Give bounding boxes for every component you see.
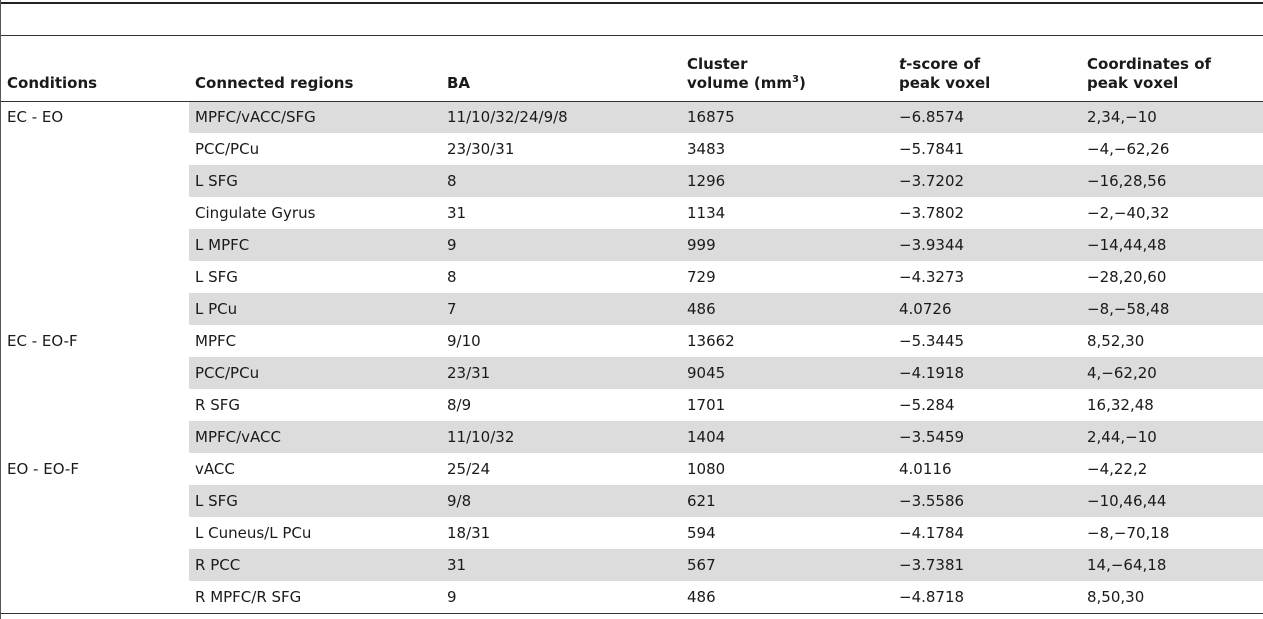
cell-coordinates: −14,44,48: [1081, 229, 1263, 261]
header-coordinates: Coordinates of peak voxel: [1081, 36, 1263, 101]
header-t-score: t-score of peak voxel: [893, 36, 1081, 101]
table-row: [1, 261, 1263, 293]
cell-coordinates: −4,−62,26: [1087, 140, 1170, 158]
cell-cluster-volume: 1404: [681, 421, 893, 453]
cell-ba: 31: [441, 549, 681, 581]
cell-coordinates: −8,−58,48: [1081, 293, 1263, 325]
cell-cluster-volume: 486: [687, 588, 716, 606]
cell-condition: [1, 581, 189, 613]
top-rule: [1, 2, 1263, 4]
cell-connected-region: L SFG: [195, 268, 238, 286]
header-row: [1, 36, 1263, 101]
results-table: [1, 36, 1263, 613]
cell-coordinates: 8,50,30: [1087, 588, 1145, 606]
cell-ba: 9: [447, 588, 457, 606]
table-row: [1, 101, 1263, 133]
cell-connected-region: PCC/PCu: [189, 357, 441, 389]
cell-t-score: −3.5459: [893, 421, 1081, 453]
cell-connected-region: L Cuneus/L PCu: [195, 524, 312, 542]
cell-condition: [1, 549, 189, 581]
cell-ba: 9/10: [447, 332, 481, 350]
cell-t-score: −4.3273: [899, 268, 965, 286]
cell-condition: [1, 229, 189, 261]
cell-connected-region: L SFG: [189, 485, 441, 517]
table-row: [1, 421, 1263, 453]
cell-ba: 23/30/31: [447, 140, 515, 158]
cell-t-score: −4.1784: [899, 524, 965, 542]
bottom-rule: [1, 613, 1263, 614]
cell-coordinates: 2,44,−10: [1081, 421, 1263, 453]
cell-coordinates: 4,−62,20: [1081, 357, 1263, 389]
cell-coordinates: 2,34,−10: [1081, 101, 1263, 133]
cell-connected-region: L SFG: [189, 165, 441, 197]
cell-cluster-volume: 1080: [687, 460, 726, 478]
cell-coordinates: −28,20,60: [1087, 268, 1167, 286]
cell-connected-region: vACC: [195, 460, 235, 478]
cell-coordinates: −10,46,44: [1081, 485, 1263, 517]
cell-cluster-volume: 1701: [687, 396, 726, 414]
cell-cluster-volume: 13662: [687, 332, 735, 350]
cell-cluster-volume: 3483: [687, 140, 726, 158]
cell-coordinates: 8,52,30: [1087, 332, 1145, 350]
cell-coordinates: 14,−64,18: [1081, 549, 1263, 581]
cell-connected-region: MPFC: [195, 332, 237, 350]
table-row: [1, 229, 1263, 261]
cell-condition: [1, 485, 189, 517]
cell-cluster-volume: 486: [681, 293, 893, 325]
header-connected-regions: Connected regions: [189, 36, 441, 101]
cell-condition: [1, 517, 189, 549]
cell-cluster-volume: 9045: [681, 357, 893, 389]
cell-ba: 23/31: [441, 357, 681, 389]
cell-condition: [1, 261, 189, 293]
cell-coordinates: −4,22,2: [1087, 460, 1148, 478]
table-row: [1, 389, 1263, 421]
cell-ba: 8: [441, 165, 681, 197]
cell-ba: 9: [441, 229, 681, 261]
cell-condition: [1, 421, 189, 453]
cell-ba: 8: [447, 268, 457, 286]
cell-t-score: −3.7381: [893, 549, 1081, 581]
header-cluster-volume: Cluster volume $(mm^3)$: [681, 36, 893, 101]
cell-t-score: 4.0726: [893, 293, 1081, 325]
cell-connected-region: L PCu: [189, 293, 441, 325]
cell-cluster-volume: 729: [687, 268, 716, 286]
table-row: [1, 197, 1263, 229]
cell-t-score: −3.5586: [893, 485, 1081, 517]
cell-connected-region: PCC/PCu: [195, 140, 260, 158]
cell-condition: EC - EO-F: [7, 332, 78, 350]
cell-connected-region: R MPFC/R SFG: [195, 588, 302, 606]
table-row: [1, 453, 1263, 485]
cell-condition: [1, 293, 189, 325]
cell-cluster-volume: 1134: [687, 204, 726, 222]
cell-condition: [1, 197, 189, 229]
cell-t-score: −5.3445: [899, 332, 965, 350]
header-ba: BA: [441, 36, 681, 101]
cell-coordinates: −16,28,56: [1081, 165, 1263, 197]
cell-cluster-volume: 594: [687, 524, 716, 542]
table-row: [1, 485, 1263, 517]
cell-ba: 18/31: [447, 524, 491, 542]
cell-ba: 9/8: [441, 485, 681, 517]
cell-cluster-volume: 1296: [681, 165, 893, 197]
cell-ba: 25/24: [447, 460, 491, 478]
cell-cluster-volume: 999: [681, 229, 893, 261]
cell-t-score: 4.0116: [899, 460, 952, 478]
cell-t-score: −6.8574: [893, 101, 1081, 133]
cell-t-score: −3.9344: [893, 229, 1081, 261]
cell-condition: [1, 133, 189, 165]
cell-coordinates: −2,−40,32: [1087, 204, 1170, 222]
cell-t-score: −3.7202: [893, 165, 1081, 197]
cell-condition: [1, 165, 189, 197]
cell-condition: [1, 389, 189, 421]
cell-cluster-volume: 567: [681, 549, 893, 581]
cell-coordinates: 16,32,48: [1087, 396, 1154, 414]
table-row: [1, 165, 1263, 197]
table-row: [1, 133, 1263, 165]
cell-t-score: −5.284: [899, 396, 955, 414]
cell-connected-region: MPFC/vACC/SFG: [189, 101, 441, 133]
cell-connected-region: MPFC/vACC: [189, 421, 441, 453]
cell-cluster-volume: 16875: [681, 101, 893, 133]
cell-condition: EO - EO-F: [7, 460, 79, 478]
table-row: [1, 325, 1263, 357]
table-row: [1, 549, 1263, 581]
cell-connected-region: Cingulate Gyrus: [195, 204, 316, 222]
cell-cluster-volume: 621: [681, 485, 893, 517]
cell-ba: 31: [447, 204, 467, 222]
cell-t-score: −4.1918: [893, 357, 1081, 389]
cell-ba: 11/10/32: [441, 421, 681, 453]
cell-connected-region: R PCC: [189, 549, 441, 581]
table-row: [1, 581, 1263, 613]
cell-ba: 11/10/32/24/9/8: [441, 101, 681, 133]
cell-t-score: −3.7802: [899, 204, 965, 222]
table-row: [1, 293, 1263, 325]
cell-condition: EC - EO: [7, 108, 64, 127]
cell-t-score: −4.8718: [899, 588, 965, 606]
cell-coordinates: −8,−70,18: [1087, 524, 1170, 542]
header-conditions: Conditions: [1, 36, 189, 101]
cell-condition: [1, 357, 189, 389]
cell-ba: 7: [441, 293, 681, 325]
cell-t-score: −5.7841: [899, 140, 965, 158]
cell-ba: 8/9: [447, 396, 472, 414]
table-row: [1, 517, 1263, 549]
table-row: [1, 357, 1263, 389]
cell-connected-region: R SFG: [195, 396, 240, 414]
cell-connected-region: L MPFC: [189, 229, 441, 261]
